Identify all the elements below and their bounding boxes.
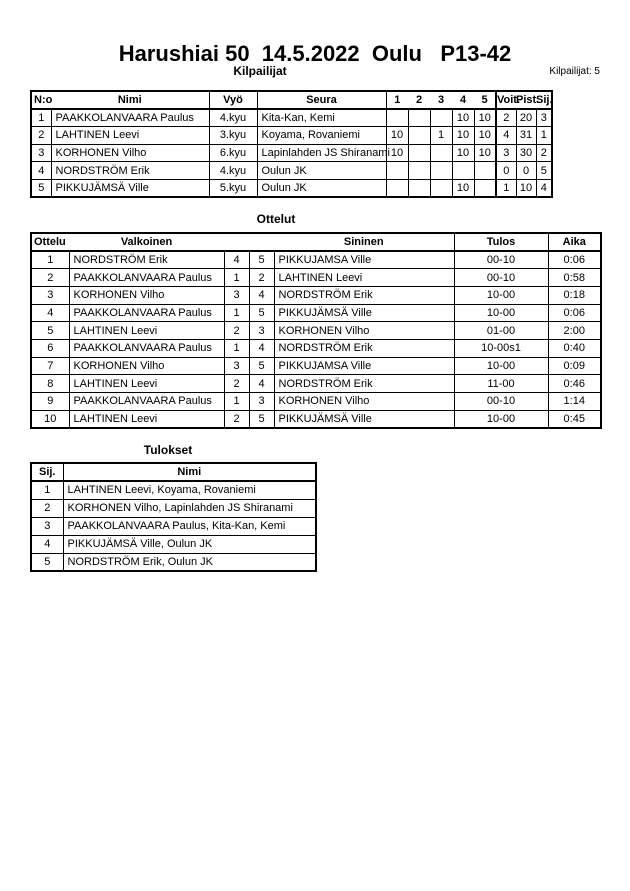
- competitor-place: 3: [536, 109, 552, 127]
- col-header-name: Nimi: [63, 463, 316, 481]
- result-place: 4: [31, 535, 63, 553]
- competitor-score-2: [408, 179, 430, 197]
- competitor-score-4: 10: [452, 109, 474, 127]
- match-time: 0:45: [548, 410, 601, 428]
- competitor-club: Koyama, Rovaniemi: [257, 127, 386, 145]
- page-title: Harushiai 50 14.5.2022 Oulu P13-42: [118, 41, 512, 66]
- competitor-place: 1: [536, 127, 552, 145]
- match-white-number: 1: [224, 393, 249, 411]
- competitor-place: 2: [536, 144, 552, 162]
- competitor-score-1: 10: [386, 144, 408, 162]
- result-place: 3: [31, 517, 63, 535]
- match-blue-number: 5: [249, 410, 274, 428]
- competitor-club: Kita-Kan, Kemi: [257, 109, 386, 127]
- col-header-blue: Sininen: [274, 233, 454, 251]
- col-header-time: Aika: [548, 233, 601, 251]
- match-blue-number: 5: [249, 251, 274, 269]
- result-row: [31, 481, 316, 499]
- match-white-number: 2: [224, 410, 249, 428]
- match-time: 2:00: [548, 322, 601, 340]
- results-header-row: [31, 463, 316, 481]
- competitor-score-5: 10: [474, 109, 496, 127]
- match-number: 8: [31, 375, 69, 393]
- competitor-score-4: 10: [452, 144, 474, 162]
- competitors-count-label: Kilpailijat: 5: [549, 66, 600, 77]
- match-blue-name: NORDSTRÖM Erik: [274, 339, 454, 357]
- match-white-name: KORHONEN Vilho: [69, 357, 224, 375]
- competitor-number: 4: [31, 162, 51, 180]
- competitor-score-3: [430, 162, 452, 180]
- match-white-name: PAAKKOLANVAARA Paulus: [69, 339, 224, 357]
- match-time: 0:40: [548, 339, 601, 357]
- match-blue-number: 3: [249, 393, 274, 411]
- match-result: 10-00: [454, 357, 548, 375]
- competitor-number: 3: [31, 144, 51, 162]
- match-result: 00-10: [454, 269, 548, 287]
- match-blue-number: 5: [249, 304, 274, 322]
- result-name: PIKKUJÄMSÄ Ville, Oulun JK: [63, 535, 316, 553]
- match-time: 0:46: [548, 375, 601, 393]
- competitor-score-4: [452, 162, 474, 180]
- match-white-name: PAAKKOLANVAARA Paulus: [69, 393, 224, 411]
- col-header-place: Sij.: [536, 91, 552, 109]
- match-blue-name: PIKKUJÄMSÄ Ville: [274, 304, 454, 322]
- match-result: 10-00s1: [454, 339, 548, 357]
- competitor-score-3: [430, 144, 452, 162]
- match-number: 6: [31, 339, 69, 357]
- competitor-score-2: [408, 127, 430, 145]
- match-time: 0:09: [548, 357, 601, 375]
- match-white-number: 1: [224, 269, 249, 287]
- result-name: LAHTINEN Leevi, Koyama, Rovaniemi: [63, 481, 316, 499]
- competitor-club: Lapinlahden JS Shiranami: [257, 144, 386, 162]
- col-header-club: Seura: [257, 91, 386, 109]
- match-blue-name: KORHONEN Vilho: [274, 393, 454, 411]
- col-header-blue-no: [249, 233, 274, 251]
- col-header-m4: 4: [452, 91, 474, 109]
- match-result: 00-10: [454, 393, 548, 411]
- match-blue-name: LAHTINEN Leevi: [274, 269, 454, 287]
- competitor-place: 4: [536, 179, 552, 197]
- match-result: 01-00: [454, 322, 548, 340]
- match-number: 7: [31, 357, 69, 375]
- competitor-number: 1: [31, 109, 51, 127]
- match-number: 3: [31, 286, 69, 304]
- results-heading: Tulokset: [143, 443, 193, 457]
- match-white-number: 3: [224, 357, 249, 375]
- competitor-name: NORDSTRÖM Erik: [51, 162, 209, 180]
- competitor-score-1: 10: [386, 127, 408, 145]
- match-white-number: 2: [224, 375, 249, 393]
- match-number: 5: [31, 322, 69, 340]
- match-number: 1: [31, 251, 69, 269]
- competitor-score-5: [474, 162, 496, 180]
- result-place: 2: [31, 499, 63, 517]
- match-number: 4: [31, 304, 69, 322]
- competitor-wins: 4: [496, 127, 516, 145]
- competitor-score-1: [386, 162, 408, 180]
- results-table: [30, 462, 317, 572]
- competitor-name: PAAKKOLANVAARA Paulus: [51, 109, 209, 127]
- competitor-belt: 4.kyu: [209, 162, 257, 180]
- match-blue-number: 4: [249, 286, 274, 304]
- competitor-score-2: [408, 162, 430, 180]
- match-row: [31, 375, 601, 393]
- match-row: [31, 393, 601, 411]
- competitor-belt: 5.kyu: [209, 179, 257, 197]
- col-header-m2: 2: [408, 91, 430, 109]
- match-white-number: 3: [224, 286, 249, 304]
- competitor-score-1: [386, 179, 408, 197]
- col-header-match-no: Ottelu: [31, 233, 69, 251]
- match-number: 2: [31, 269, 69, 287]
- match-white-number: 1: [224, 339, 249, 357]
- competitor-score-2: [408, 109, 430, 127]
- match-blue-name: KORHONEN Vilho: [274, 322, 454, 340]
- col-header-wins: Voit.: [496, 91, 516, 109]
- competitor-score-5: [474, 179, 496, 197]
- col-header-points: Pist.: [516, 91, 536, 109]
- competitors-header-row: [31, 91, 552, 109]
- match-blue-number: 4: [249, 375, 274, 393]
- col-header-result: Tulos: [454, 233, 548, 251]
- match-blue-name: PIKKUJAMSA Ville: [274, 357, 454, 375]
- match-blue-number: 2: [249, 269, 274, 287]
- result-name: KORHONEN Vilho, Lapinlahden JS Shiranami: [63, 499, 316, 517]
- competitor-points: 10: [516, 179, 536, 197]
- competitor-wins: 2: [496, 109, 516, 127]
- match-result: 10-00: [454, 304, 548, 322]
- competitor-wins: 1: [496, 179, 516, 197]
- competitors-table: [30, 90, 553, 198]
- competitor-number: 5: [31, 179, 51, 197]
- col-header-name: Nimi: [51, 91, 209, 109]
- competitor-row: [31, 109, 552, 127]
- match-result: 10-00: [454, 410, 548, 428]
- match-white-name: LAHTINEN Leevi: [69, 375, 224, 393]
- match-white-name: LAHTINEN Leevi: [69, 410, 224, 428]
- competitor-score-1: [386, 109, 408, 127]
- match-number: 9: [31, 393, 69, 411]
- col-header-belt: Vyö: [209, 91, 257, 109]
- match-blue-name: PIKKUJAMSA Ville: [274, 251, 454, 269]
- competitor-club: Oulun JK: [257, 179, 386, 197]
- match-result: 10-00: [454, 286, 548, 304]
- col-header-m3: 3: [430, 91, 452, 109]
- competitor-club: Oulun JK: [257, 162, 386, 180]
- competitor-belt: 4.kyu: [209, 109, 257, 127]
- match-number: 10: [31, 410, 69, 428]
- col-header-m5: 5: [474, 91, 496, 109]
- competitor-wins: 0: [496, 162, 516, 180]
- competitor-score-2: [408, 144, 430, 162]
- competitor-score-3: 1: [430, 127, 452, 145]
- match-white-name: PAAKKOLANVAARA Paulus: [69, 269, 224, 287]
- competitor-score-5: 10: [474, 127, 496, 145]
- result-name: PAAKKOLANVAARA Paulus, Kita-Kan, Kemi: [63, 517, 316, 535]
- competitor-score-4: 10: [452, 179, 474, 197]
- competitor-row: [31, 127, 552, 145]
- match-result: 11-00: [454, 375, 548, 393]
- match-result: 00-10: [454, 251, 548, 269]
- match-time: 1:14: [548, 393, 601, 411]
- match-white-name: LAHTINEN Leevi: [69, 322, 224, 340]
- col-header-no: N:o: [31, 91, 51, 109]
- match-row: [31, 339, 601, 357]
- result-place: 1: [31, 481, 63, 499]
- match-blue-name: NORDSTRÖM Erik: [274, 375, 454, 393]
- col-header-place: Sij.: [31, 463, 63, 481]
- match-white-name: KORHONEN Vilho: [69, 286, 224, 304]
- match-white-number: 2: [224, 322, 249, 340]
- match-time: 0:18: [548, 286, 601, 304]
- competitor-score-3: [430, 179, 452, 197]
- match-row: [31, 251, 601, 269]
- col-header-white: Valkoinen: [69, 233, 224, 251]
- col-header-white-no: [224, 233, 249, 251]
- result-row: [31, 499, 316, 517]
- match-row: [31, 304, 601, 322]
- competitor-row: [31, 179, 552, 197]
- competitor-points: 31: [516, 127, 536, 145]
- competitor-name: LAHTINEN Leevi: [51, 127, 209, 145]
- match-row: [31, 269, 601, 287]
- match-time: 0:06: [548, 304, 601, 322]
- result-place: 5: [31, 553, 63, 571]
- match-white-number: 4: [224, 251, 249, 269]
- competitor-points: 20: [516, 109, 536, 127]
- match-blue-number: 5: [249, 357, 274, 375]
- match-row: [31, 322, 601, 340]
- match-white-name: NORDSTRÖM Erik: [69, 251, 224, 269]
- competitor-points: 0: [516, 162, 536, 180]
- competitor-points: 30: [516, 144, 536, 162]
- match-row: [31, 410, 601, 428]
- competitor-number: 2: [31, 127, 51, 145]
- matches-header-row: [31, 233, 601, 251]
- competitor-name: KORHONEN Vilho: [51, 144, 209, 162]
- competitor-score-4: 10: [452, 127, 474, 145]
- competitor-row: [31, 144, 552, 162]
- competitor-score-5: 10: [474, 144, 496, 162]
- competitor-name: PIKKUJÄMSÄ Ville: [51, 179, 209, 197]
- match-blue-number: 4: [249, 339, 274, 357]
- match-white-name: PAAKKOLANVAARA Paulus: [69, 304, 224, 322]
- match-white-number: 1: [224, 304, 249, 322]
- match-time: 0:58: [548, 269, 601, 287]
- competitor-belt: 6.kyu: [209, 144, 257, 162]
- result-name: NORDSTRÖM Erik, Oulun JK: [63, 553, 316, 571]
- match-blue-number: 3: [249, 322, 274, 340]
- col-header-m1: 1: [386, 91, 408, 109]
- match-blue-name: NORDSTRÖM Erik: [274, 286, 454, 304]
- result-row: [31, 517, 316, 535]
- competitor-wins: 3: [496, 144, 516, 162]
- match-blue-name: PIKKUJÄMSÄ Ville: [274, 410, 454, 428]
- match-row: [31, 357, 601, 375]
- matches-heading: Ottelut: [256, 212, 296, 226]
- result-row: [31, 553, 316, 571]
- competitor-score-3: [430, 109, 452, 127]
- result-row: [31, 535, 316, 553]
- match-row: [31, 286, 601, 304]
- competitor-place: 5: [536, 162, 552, 180]
- match-time: 0:06: [548, 251, 601, 269]
- competitor-belt: 3.kyu: [209, 127, 257, 145]
- matches-table: [30, 232, 602, 429]
- competitor-row: [31, 162, 552, 180]
- competitors-heading: Kilpailijat: [233, 64, 287, 78]
